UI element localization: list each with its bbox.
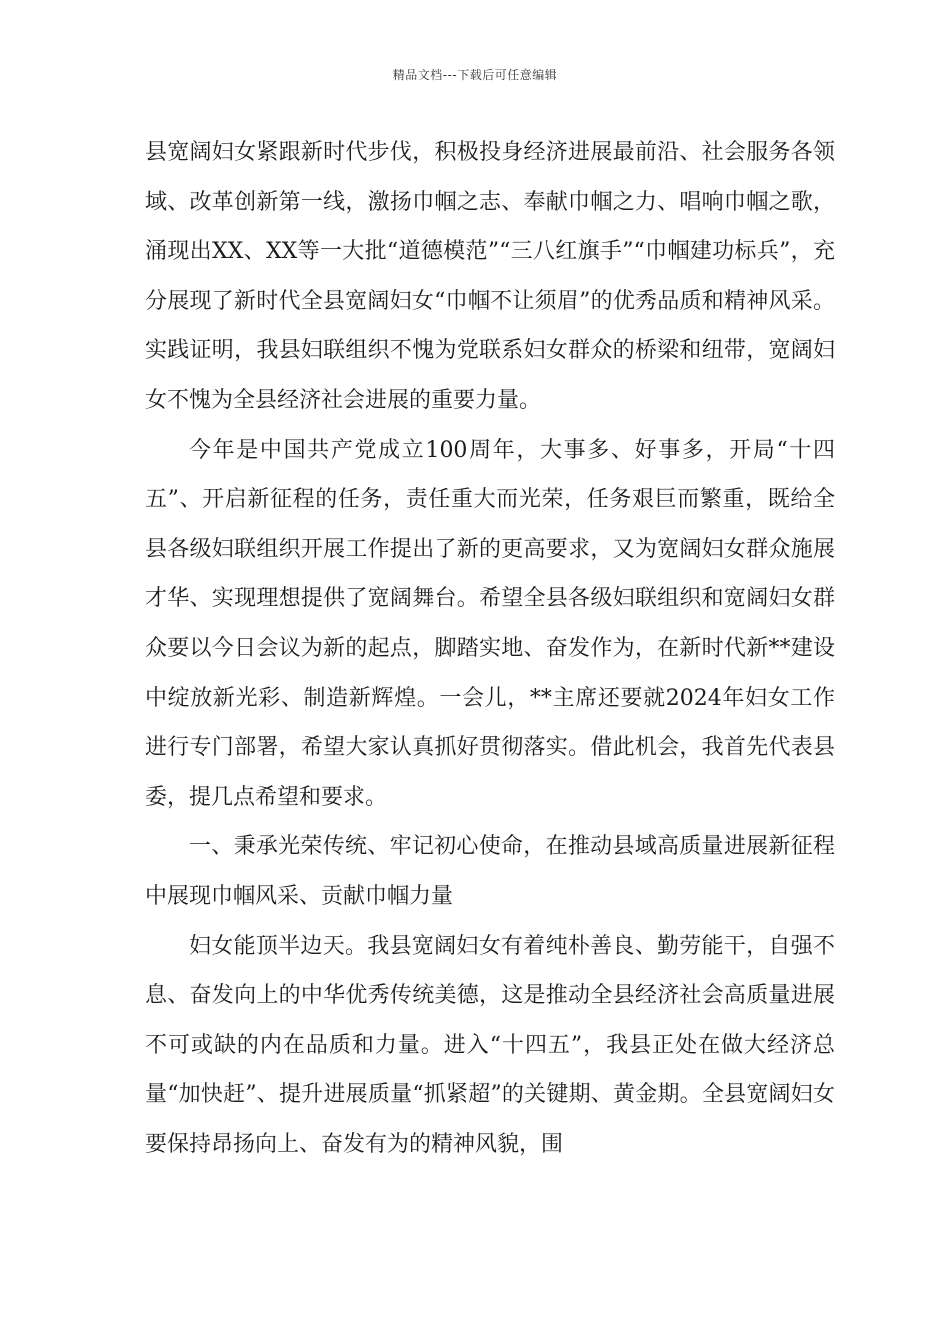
paragraph: 妇女能顶半边天。我县宽阔妇女有着纯朴善良、勤劳能干，自强不息、奋发向上的中华优秀传统美德，这是推动全县经济社会高质量进展不可或缺的内在品质和力量。进入“十四五”，我县正处在做大经济总量“加快赶”、提升进展质量“抓紧超”的关键期、黄金期。全县宽阔妇女要保持昂扬向上、奋发有为的精神风貌，围 xyxy=(145,933,835,1157)
paragraph-continued: 县宽阔妇女紧跟新时代步伐，积极投身经济进展最前沿、社会服务各领域、改革创新第一线，激扬巾帼之志、奉献巾帼之力、唱响巾帼之歌，涌现出XX、XX等一大批“道德模范”“三八红旗手”“巾帼建功标兵”，充分展现了新时代全县宽阔妇女“巾帼不让须眉”的优秀品质和精神风采。实践证明，我县妇联组织不愧为党联系妇女群众的桥梁和纽带，宽阔妇女不愧为全县经济社会进展的重要力量。 xyxy=(145,140,835,413)
paragraph: 今年是中国共产党成立100周年，大事多、好事多，开局“十四五”、开启新征程的任务，责任重大而光荣，任务艰巨而繁重，既给全县各级妇联组织开展工作提出了新的更高要求，又为宽阔妇女群众施展才华、实现理想提供了宽阔舞台。希望全县各级妇联组织和宽阔妇女群众要以今日会议为新的起点，脚踏实地、奋发作为，在新时代新**建设中绽放新光彩、制造新辉煌。一会儿，**主席还要就2024年妇女工作进行专门部署，希望大家认真抓好贯彻落实。借此机会，我首先代表县委，提几点希望和要求。 xyxy=(145,437,835,810)
section-heading: 一、秉承光荣传统、牢记初心使命，在推动县域高质量进展新征程中展现巾帼风采、贡献巾帼力量 xyxy=(145,834,835,909)
page-header: 精品文档---下载后可任意编辑 xyxy=(392,68,558,82)
document-body xyxy=(145,128,835,1169)
